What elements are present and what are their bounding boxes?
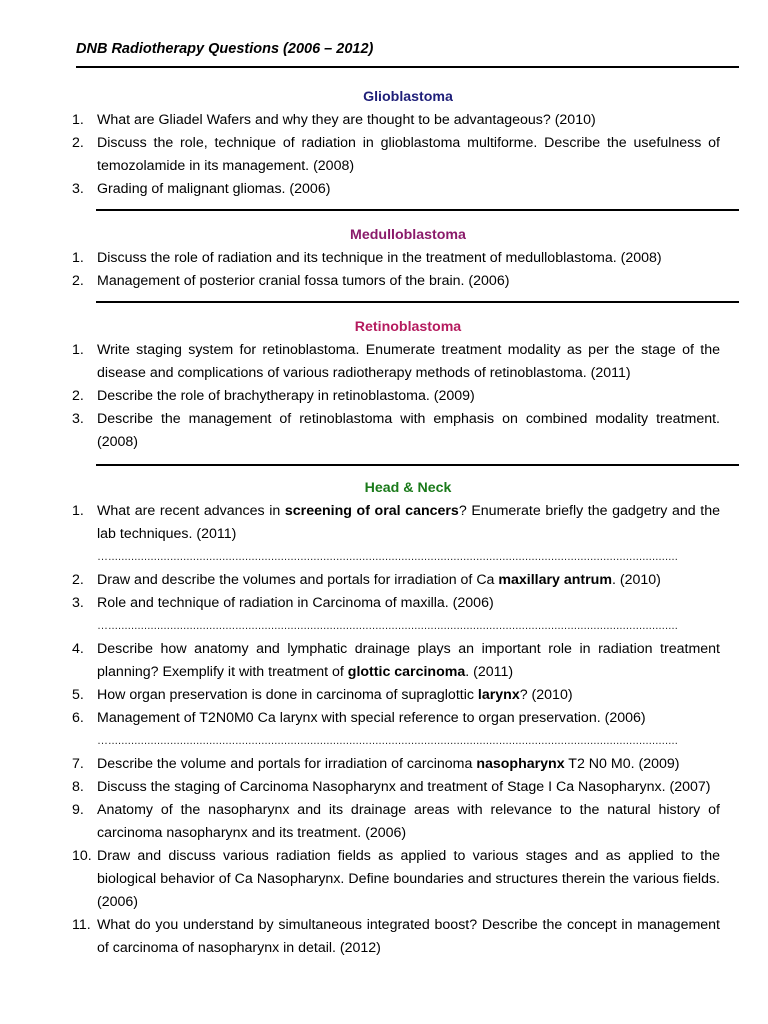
list-item	[72, 339, 720, 385]
item-number: 4.	[72, 641, 84, 657]
item-number: 2.	[72, 135, 84, 151]
item-number: 5.	[72, 687, 84, 703]
question-text: Write staging system for retinoblastoma. Enumerate treatment modality as per the stage of the disease and complications of various radiotherapy methods of retinoblastoma. (2011)	[97, 342, 720, 381]
list-item	[72, 592, 720, 615]
list-item	[72, 684, 720, 707]
section-divider	[96, 464, 739, 466]
dotted-line: …...............................................................................................................................................................................	[97, 551, 679, 563]
item-number: 6.	[72, 710, 84, 726]
question-text: What do you understand by simultaneous integrated boost? Describe the concept in management of carcinoma of nasopharynx in detail. (2012)	[97, 917, 720, 956]
list-item	[72, 385, 720, 408]
item-number: 11.	[72, 917, 91, 933]
item-number: 3.	[72, 411, 84, 427]
item-number: 1.	[72, 503, 84, 519]
question-text: Describe the volume and portals for irradiation of carcinoma nasopharynx T2 N0 M0. (2009)	[97, 756, 680, 772]
list-item	[72, 845, 720, 914]
bold-term: glottic carcinoma	[347, 664, 466, 680]
item-number: 3.	[72, 595, 84, 611]
list-item	[72, 500, 720, 546]
list-item	[72, 270, 720, 293]
question-text: Discuss the role, technique of radiation in glioblastoma multiforme. Describe the usefulness of temozolamide in its management. (2008)	[97, 135, 720, 174]
list-item	[72, 109, 720, 132]
question-text: Describe the role of brachytherapy in retinoblastoma. (2009)	[97, 388, 475, 404]
section-medulloblastoma	[72, 224, 720, 293]
question-text: Management of T2N0M0 Ca larynx with special reference to organ preservation. (2006)	[97, 710, 646, 726]
question-text: Grading of malignant gliomas. (2006)	[97, 181, 331, 197]
question-text: Management of posterior cranial fossa tumors of the brain. (2006)	[97, 273, 510, 289]
section-title: Retinoblastoma	[354, 319, 462, 335]
question-text: Describe how anatomy and lymphatic drainage plays an important role in radiation treatment planning? Exemplify it with treatment of glottic carcinoma. (2011)	[97, 641, 720, 680]
item-number: 1.	[72, 112, 84, 128]
item-number: 3.	[72, 181, 84, 197]
question-text: Discuss the staging of Carcinoma Nasopharynx and treatment of Stage I Ca Nasopharynx. (2007)	[97, 779, 711, 795]
section-retinoblastoma	[72, 316, 720, 454]
question-list	[72, 339, 720, 454]
section-title: Head & Neck	[364, 480, 452, 496]
question-list	[72, 500, 720, 960]
list-item	[72, 132, 720, 178]
header-rule	[76, 66, 739, 68]
question-text: What are recent advances in screening of oral cancers? Enumerate briefly the gadgetry and the lab techniques. (2011)	[97, 503, 720, 542]
item-number: 2.	[72, 273, 84, 289]
list-item	[72, 247, 720, 270]
section-divider	[96, 209, 739, 211]
question-text: Discuss the role of radiation and its technique in the treatment of medulloblastoma. (2008)	[97, 250, 662, 266]
bold-term: screening of oral cancers	[284, 503, 459, 519]
bold-term: maxillary antrum	[498, 572, 612, 588]
question-list	[72, 247, 720, 293]
dotted-line: …...............................................................................................................................................................................	[97, 620, 679, 632]
question-text: How organ preservation is done in carcinoma of supraglottic larynx? (2010)	[97, 687, 573, 703]
section-title: Glioblastoma	[363, 89, 453, 105]
list-item	[72, 914, 720, 960]
item-number: 1.	[72, 250, 84, 266]
item-number: 9.	[72, 802, 84, 818]
section-divider	[96, 301, 739, 303]
list-item	[72, 707, 720, 730]
list-item	[72, 776, 720, 799]
bold-term: nasopharynx	[476, 756, 565, 772]
item-number: 2.	[72, 572, 84, 588]
list-item	[72, 178, 720, 201]
question-text: Role and technique of radiation in Carcinoma of maxilla. (2006)	[97, 595, 494, 611]
item-number: 8.	[72, 779, 84, 795]
section-head-neck	[72, 477, 720, 960]
item-number: 1.	[72, 342, 84, 358]
dotted-line: …...............................................................................................................................................................................	[97, 735, 679, 747]
question-text: Describe the management of retinoblastoma with emphasis on combined modality treatment. (2008)	[97, 411, 720, 450]
question-text: Draw and describe the volumes and portals for irradiation of Ca maxillary antrum. (2010)	[97, 572, 661, 588]
page-header: DNB Radiotherapy Questions (2006 – 2012)	[76, 41, 374, 57]
list-item	[72, 408, 720, 454]
list-item	[72, 799, 720, 845]
list-item	[72, 753, 720, 776]
question-list	[72, 109, 720, 201]
section-title: Medulloblastoma	[350, 227, 466, 243]
item-number: 7.	[72, 756, 84, 772]
list-item	[72, 569, 720, 592]
bold-term: larynx	[477, 687, 520, 703]
question-text: Anatomy of the nasopharynx and its drainage areas with relevance to the natural history of carcinoma nasopharynx and its treatment. (2006)	[97, 802, 720, 841]
item-number: 2.	[72, 388, 84, 404]
question-text: Draw and discuss various radiation fields as applied to various stages and as applied to the biological behavior of Ca Nasopharynx. Define boundaries and structures therein the various fields. (2006)	[97, 848, 720, 910]
item-number: 10.	[72, 848, 92, 864]
question-text: What are Gliadel Wafers and why they are thought to be advantageous? (2010)	[97, 112, 596, 128]
section-glioblastoma	[72, 86, 720, 201]
list-item	[72, 638, 720, 684]
